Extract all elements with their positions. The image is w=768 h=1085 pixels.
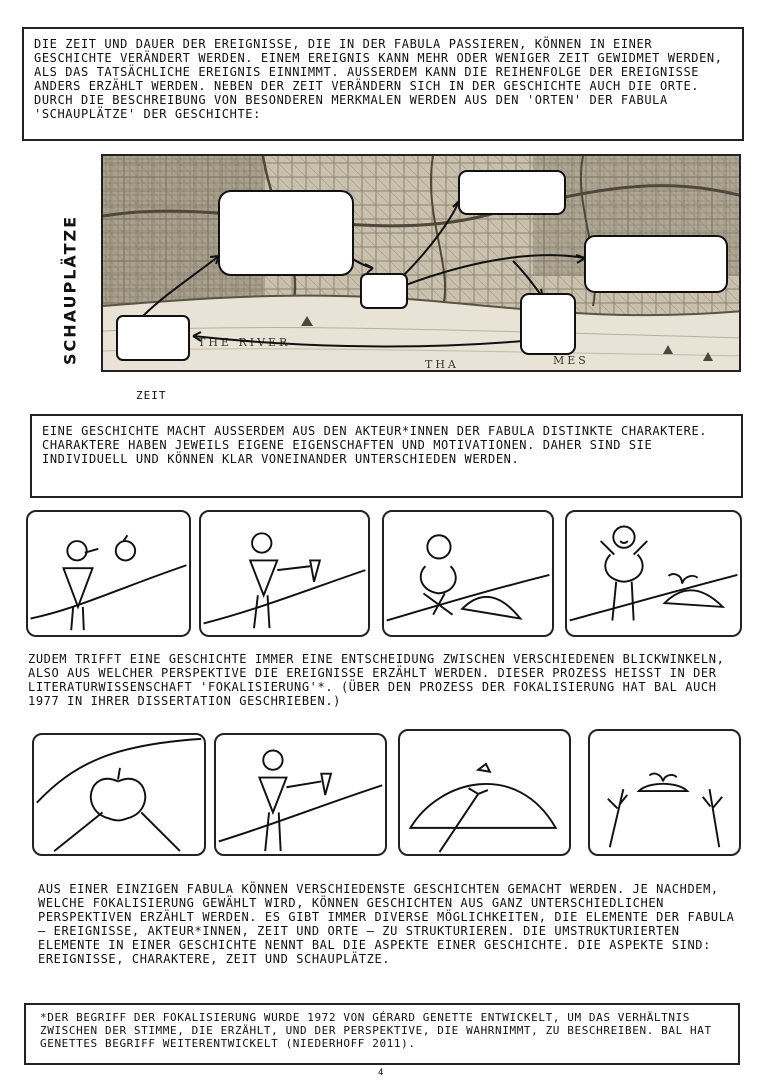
panel-apple-eat [26,510,191,637]
sprout-on-mound [590,731,739,854]
figure-planting-seed [384,512,552,635]
footnote-text: *DER BEGRIFF DER FOKALISIERUNG WURDE 1972 VON GÉRARD GENETTE ENTWICKELT, UM DAS VERHÄLTNIS ZWISCHEN DER STIMME, DIE ERZÄHLT, UND DER PERSPEKTIVE, DIE WAHRNIMMT, ZU BESCHREIBEN. BAL HAT GENETTES BEGRIFF WEITERENTWICKELT (NIEDERHOFF 2011). [40,1011,712,1050]
panel-apple-closeup [32,733,206,856]
panel-plant-seed [382,510,554,637]
intro-caption-box [22,27,744,141]
river-label-middle: THA [425,358,459,371]
london-map-illustration [103,156,741,372]
apple-closeup [34,735,204,854]
figure-with-sprout [567,512,740,635]
location-box-5 [585,236,727,292]
stick-figure-eating-apple [28,512,189,635]
intro-caption-text: DIE ZEIT UND DAUER DER EREIGNISSE, DIE IN DER FABULA PASSIEREN, KÖNNEN IN EINER GESCHICHTE VERÄNDERT WERDEN. EINEM EREIGNIS KANN MEHR ODER WENIGER ZEIT GEWIDMET WERDEN, ALS DAS TATSÄCHLICHE EREIGNIS EINNIMMT. AUSSERDEM KANN DIE REIHENFOLGE DER EREIGNISSE ANDERS ERZÄHLT WERDEN. NEBEN DER ZEIT VERÄNDERN SICH IN DER GESCHICHTE AUCH DIE ORTE. DURCH DIE BESCHREIBUNG VON BESONDEREN MERKMALEN WERDEN AUS DEN 'ORTEN' DER FABULA 'SCHAUPLÄTZE' DER GESCHICHTE: [34,37,723,121]
location-box-4 [459,171,565,214]
location-box-3 [361,274,407,308]
figure-holding-core [216,735,385,854]
location-box-6 [521,294,575,354]
river-label-left: THE RIVER [198,336,291,349]
characters-caption-text: EINE GESCHICHTE MACHT AUSSERDEM AUS DEN AKTEUR*INNEN DER FABULA DISTINKTE CHARAKTERE. CHARAKTERE HABEN JEWEILS EIGENE EIGENSCHAFTEN UND MOTIVATIONEN. DAHER SIND SIE INDIVIDUELL UND KÖNNEN KLAR VONEINANDER UNTERSCHIEDEN WERDEN. [42,424,708,466]
aspects-text: AUS EINER EINZIGEN FABULA KÖNNEN VERSCHIEDENSTE GESCHICHTEN GEMACHT WERDEN. JE NACHDEM, WELCHE FOKALISIERUNG GEWÄHLT WIRD, KÖNNEN GESCHICHTEN AUS GANZ UNTERSCHIEDLICHEN PERSPEKTIVEN ERZÄHLT WERDEN. ES GIBT IMMER DIVERSE MÖGLICHKEITEN, DIE ELEMENTE DER FABULA – EREIGNISSE, AKTEUR*INNEN, ZEIT UND ORTE – ZU STRUKTURIEREN. DIE UMSTRUKTURIERTEN ELEMENTE IN EINER GESCHICHTE NENNT BAL DIE ASPEKTE EINER GESCHICHTE. DIE ASPEKTE SIND: EREIGNISSE, CHARAKTERE, ZEIT UND SCHAUPLÄTZE. [38,882,735,966]
panel-sprout-mound [588,729,741,856]
footnote-box [24,1003,740,1065]
panel-apple-core [199,510,370,637]
panel-mound [398,729,571,856]
location-box-2 [219,191,353,275]
focalization-text: ZUDEM TRIFFT EINE GESCHICHTE IMMER EINE ENTSCHEIDUNG ZWISCHEN VERSCHIEDENEN BLICKWINKELN, ALSO AUS WELCHER PERSPEKTIVE DIE EREIGNISSE ERZÄHLT WERDEN. DIESER PROZESS HEISST IN DER LITERATURWISSENSCHAFT 'FOKALISIERUNG'*. (ÜBER DEN PROZESS DER FOKALISIERUNG HAT BAL AUCH 1977 IN IHRER DISSERTATION GESCHRIEBEN.) [28,652,725,708]
page-number: 4 [378,1068,384,1078]
panel-sprout [565,510,742,637]
stick-figure-holding-core [201,512,368,635]
characters-caption-box [30,414,743,498]
map-panel [101,154,741,372]
zeit-label: ZEIT [136,389,167,402]
schauplaetze-label: SCHAUPLÄTZE [60,214,80,366]
location-box-1 [117,316,189,360]
panel-figure-core [214,733,387,856]
river-label-right: MES [553,354,589,367]
mound-with-seed [400,731,569,854]
